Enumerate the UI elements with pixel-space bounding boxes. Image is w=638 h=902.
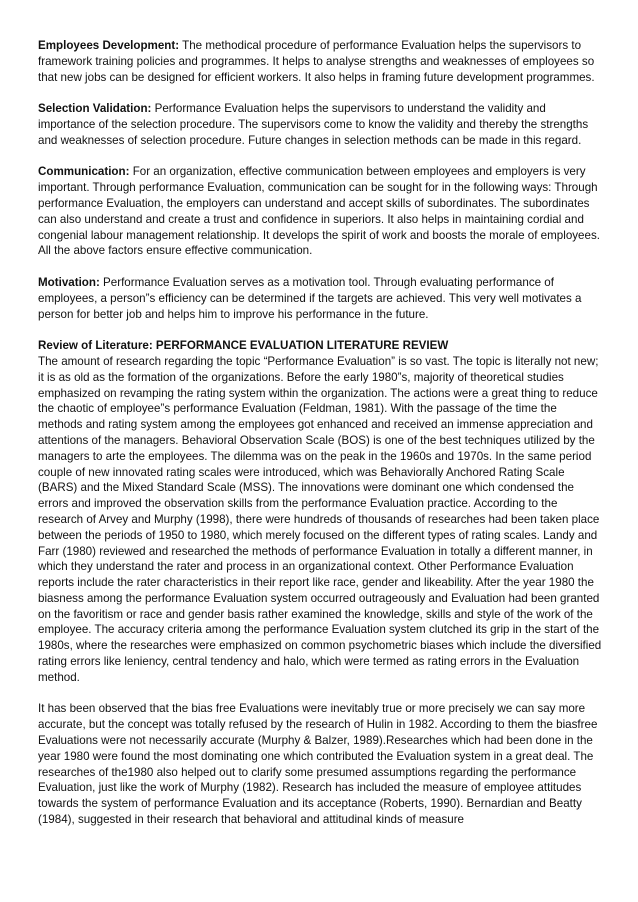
paragraph-text: Performance Evaluation serves as a motivation tool. Through evaluating performance of employees, a person”s efficiency can be determined if the targets are achieved. This very well motivates a person for better job and helps him to improve his performance in the future.	[38, 275, 582, 321]
literature-review-heading: Review of Literature: PERFORMANCE EVALUATION LITERATURE REVIEW	[38, 339, 449, 353]
paragraph-label: Motivation:	[38, 275, 100, 289]
paragraph-text: Performance Evaluation helps the supervisors to understand the validity and importance of the selection procedure. The supervisors come to know the validity and thereby the strengths and weaknesses of selection procedure. Future changes in selection methods can be made in this regard.	[38, 102, 589, 147]
paragraph-text: The methodical procedure of performance Evaluation helps the supervisors to framework training policies and programmes. It helps to analyse strengths and weaknesses of employees so that new jobs can be designed for efficient workers. It also helps in framing future development programmes.	[38, 39, 595, 84]
document-page	[38, 38, 604, 844]
paragraph-selection-validation	[38, 101, 604, 148]
paragraph-motivation	[38, 275, 604, 322]
paragraph-employees-development	[38, 38, 604, 85]
paragraph-label: Selection Validation:	[38, 102, 152, 116]
paragraph-bias-free-evaluations: It has been observed that the bias free Evaluations were inevitably true or more precisely we can say more accurate, but the concept was totally refused by the research of Hulin in 1982. According to them the biasfree Evaluations were not necessarily accurate (Murphy & Balzer, 1989).Researches which had been done in the year 1980 were found the most dominating one which contributed the Evaluation system in a great deal. The researches of the1980 also helped out to clarify some presumed assumptions regarding the performance Evaluation, just like the work of Murphy (1982). Research has included the measure of employee attitudes towards the system of performance Evaluation and its acceptance (Roberts, 1990). Bernardian and Beatty (1984), suggested in their research that behavioral and attitudinal kinds of measure	[38, 702, 598, 827]
paragraph-label: Employees Development:	[38, 39, 180, 52]
literature-review-body: The amount of research regarding the topic “Performance Evaluation” is so vast. The topic is literally not new; it is as old as the formation of the organizations. Before the early 1980”s, majority of theoretical studies emphasized on revamping the rating system within the organization. The actions were a great thing to reduce the chaotic of employee”s performance Evaluation (Feldman, 1981). With the passage of the time the methods and rating system among the employees got enhanced and received an immense appreciation and attentions of the managers. Behavioral Observation Scale (BOS) is one of the best techniques utilized by the managers to arte the employees. The dilemma was on the peak in the 1960s and 1970s. In the same period couple of new innovated rating scales were introduced, which was Behaviorally Anchored Rating Scale (BARS) and the Mixed Standard Scale (MSS). The innovations were dominant one which condensed the errors and improved the observation skills from the performance Evaluation practice. According to the research of Arvey and Murphy (1998), there were hundreds of thousands of researches had been taken place between the periods of 1950 to 1980, which merely focused on the different types of rating scales. Landy and Farr (1980) reviewed and researched the methods of performance Evaluation in totally a different manner, in which they understand the rater and process in an organizational context. Other Performance Evaluation reports include the rater characteristics in their report like race, gender and likeability. After the year 1980 the biasness among the performance Evaluation system occurred outrageously and Evaluation had been granted on the favoritism or race and gender basis rather examined the knowledge, skills and style of the work of the employee. The accuracy criteria among the performance Evaluation system clutched its grip in the start of the 1980s, where the researches were emphasized on common psychometric biases which include the diversified rating errors like leniency, central tendency and halo, which were termed as rating errors in the Evaluation method.	[38, 354, 602, 684]
paragraph-label: Communication:	[38, 165, 130, 179]
paragraph-communication	[38, 164, 604, 259]
paragraph-text: For an organization, effective communication between employees and employers is very important. Through performance Evaluation, communication can be sought for in the following ways: Through performance Evaluation, the employers can understand and accept skills of subordinates. The subordinates can also understand and create a trust and confidence in superiors. It also helps in maintaining cordial and congenial labour management relationship. It develops the spirit of work and boosts the morale of employees. All the above factors ensure effective communication.	[38, 165, 600, 258]
